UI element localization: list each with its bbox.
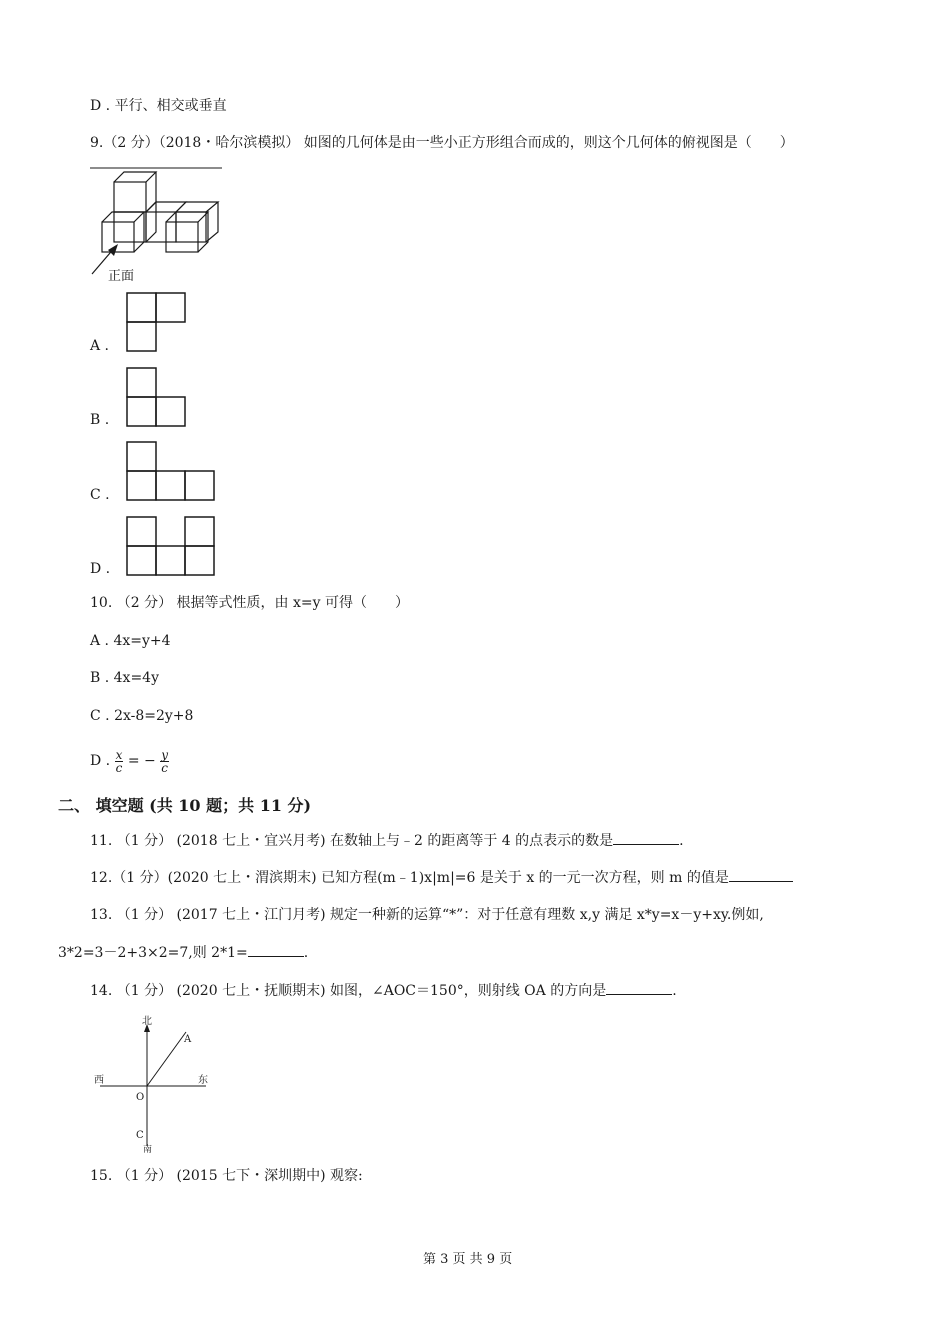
q9-front-label: 正面 xyxy=(108,269,135,284)
q12 xyxy=(90,867,793,888)
q8-option-d: D . 平行、相交或垂直 xyxy=(90,98,227,114)
q14-north-label: 北 xyxy=(142,1016,152,1027)
q10-option-a: A . 4x=y+4 xyxy=(90,633,171,649)
q9-option-b-grid xyxy=(126,367,188,429)
q10-frac-left-denominator: c xyxy=(115,760,123,775)
q13-line-2: 3*2=3－2+3×2=7,则 2*1= xyxy=(58,945,248,961)
q10-option-b: B . 4x=4y xyxy=(90,670,159,686)
q12-answer-blank[interactable] xyxy=(729,867,793,882)
q10-frac-right-denominator: c xyxy=(161,760,168,775)
q14-west-label: 西 xyxy=(94,1075,104,1086)
q14-answer-blank[interactable] xyxy=(606,980,672,995)
q9-solid-figure xyxy=(90,166,230,286)
q14-south-label: 南 xyxy=(143,1145,153,1155)
q10-option-d-letter: D . xyxy=(90,753,111,769)
q10-frac-left-numerator: x xyxy=(115,747,123,762)
q11 xyxy=(90,830,684,851)
q9-option-b-letter: B . xyxy=(90,412,110,428)
q14-point-c-label: C xyxy=(136,1130,144,1141)
q12-stem: 12.（1 分）(2020 七上・渭滨期末) 已知方程(m﹣1)x|m|=6 是关于 x 的一元一次方程，则 m 的值是 xyxy=(90,870,729,886)
q14-point-a-label: A xyxy=(184,1034,192,1045)
q14-end: . xyxy=(672,983,677,999)
q13-line-1: 13. （1 分） (2017 七上・江门月考) 规定一种新的运算“*”：对于任意有理数 x,y 满足 x*y=x－y+xy.例如, xyxy=(90,907,764,923)
q10-stem: 10. （2 分） 根据等式性质，由 x=y 可得（ ） xyxy=(90,595,409,611)
q9-option-d-grid xyxy=(126,516,218,578)
q9-option-c-grid xyxy=(126,441,218,503)
q14 xyxy=(90,980,677,1001)
q14-stem: 14. （1 分） (2020 七上・抚顺期末) 如图，∠AOC＝150°，则射线 OA 的方向是 xyxy=(90,983,607,999)
q13-answer-blank[interactable] xyxy=(248,942,304,957)
q14-point-o-label: O xyxy=(136,1092,145,1103)
q10-option-c: C . 2x-8=2y+8 xyxy=(90,708,194,724)
q10-frac-right-numerator: y xyxy=(161,747,168,762)
section-2-title: 二、 填空题 (共 10 题；共 11 分) xyxy=(58,796,312,815)
q10-fraction-right xyxy=(160,749,169,774)
q11-stem: 11. （1 分） (2018 七上・宜兴月考) 在数轴上与﹣2 的距离等于 4 的点表示的数是 xyxy=(90,833,614,849)
page-footer: 第 3 页 共 9 页 xyxy=(423,1252,513,1267)
q10-fraction-left xyxy=(115,749,124,774)
q13-line-2-wrap xyxy=(58,942,308,963)
q14-east-label: 东 xyxy=(198,1075,208,1086)
q9-option-d-letter: D . xyxy=(90,561,111,577)
q13-end: . xyxy=(303,945,309,961)
q15-stem: 15. （1 分） (2015 七下・深圳期中) 观察: xyxy=(90,1168,363,1184)
q11-end: . xyxy=(679,833,684,849)
q14-compass-figure xyxy=(90,1012,220,1154)
q10-option-d xyxy=(90,746,169,776)
q10-equals-minus: = − xyxy=(127,753,156,769)
q9-option-a-grid xyxy=(126,292,188,354)
q9-option-a-letter: A . xyxy=(90,338,110,354)
q9-stem: 9.（2 分）（2018・哈尔滨模拟） 如图的几何体是由一些小正方形组合而成的，则这个几何体的俯视图是（ ） xyxy=(90,135,794,151)
q11-answer-blank[interactable] xyxy=(613,830,679,845)
q9-option-c-letter: C . xyxy=(90,487,110,503)
